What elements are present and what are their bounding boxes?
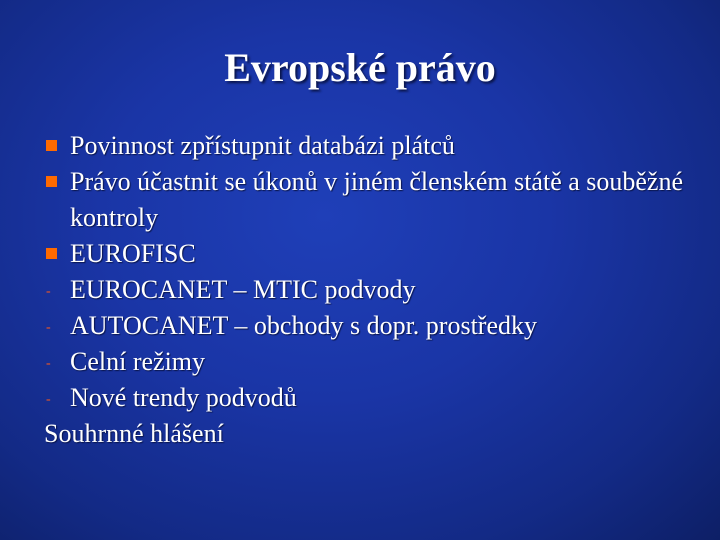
- list-item: [44, 344, 684, 380]
- list-item: [44, 308, 684, 344]
- list-item: [44, 128, 684, 164]
- list-item: [44, 236, 684, 272]
- dash-bullet-icon: -: [46, 392, 51, 407]
- square-bullet-icon: [44, 164, 64, 200]
- list-item-text: EUROCANET – MTIC podvody: [70, 275, 416, 304]
- list-item: [44, 380, 684, 416]
- bullet-list: [44, 128, 684, 452]
- list-item-text: AUTOCANET – obchody s dopr. prostředky: [70, 311, 538, 340]
- list-item-text: Souhrnné hlášení: [44, 419, 224, 448]
- list-item-text: Povinnost zpřístupnit databázi plátců: [70, 131, 455, 160]
- dash-bullet-icon: -: [46, 284, 51, 299]
- square-bullet-icon: [44, 128, 64, 164]
- list-item: [44, 416, 684, 452]
- list-item-text: Celní režimy: [70, 347, 206, 376]
- dash-bullet-icon: -: [46, 320, 51, 335]
- list-item: [44, 164, 684, 236]
- list-item-text: EUROFISC: [70, 239, 196, 268]
- list-item-text: Nové trendy podvodů: [70, 383, 297, 412]
- list-item-text: Právo účastnit se úkonů v jiném členském státě a souběžné kontroly: [70, 167, 684, 232]
- list-item: [44, 272, 684, 308]
- dash-bullet-icon: -: [46, 356, 51, 371]
- square-bullet-icon: [44, 236, 64, 272]
- slide-title: Evropské právo: [224, 45, 496, 90]
